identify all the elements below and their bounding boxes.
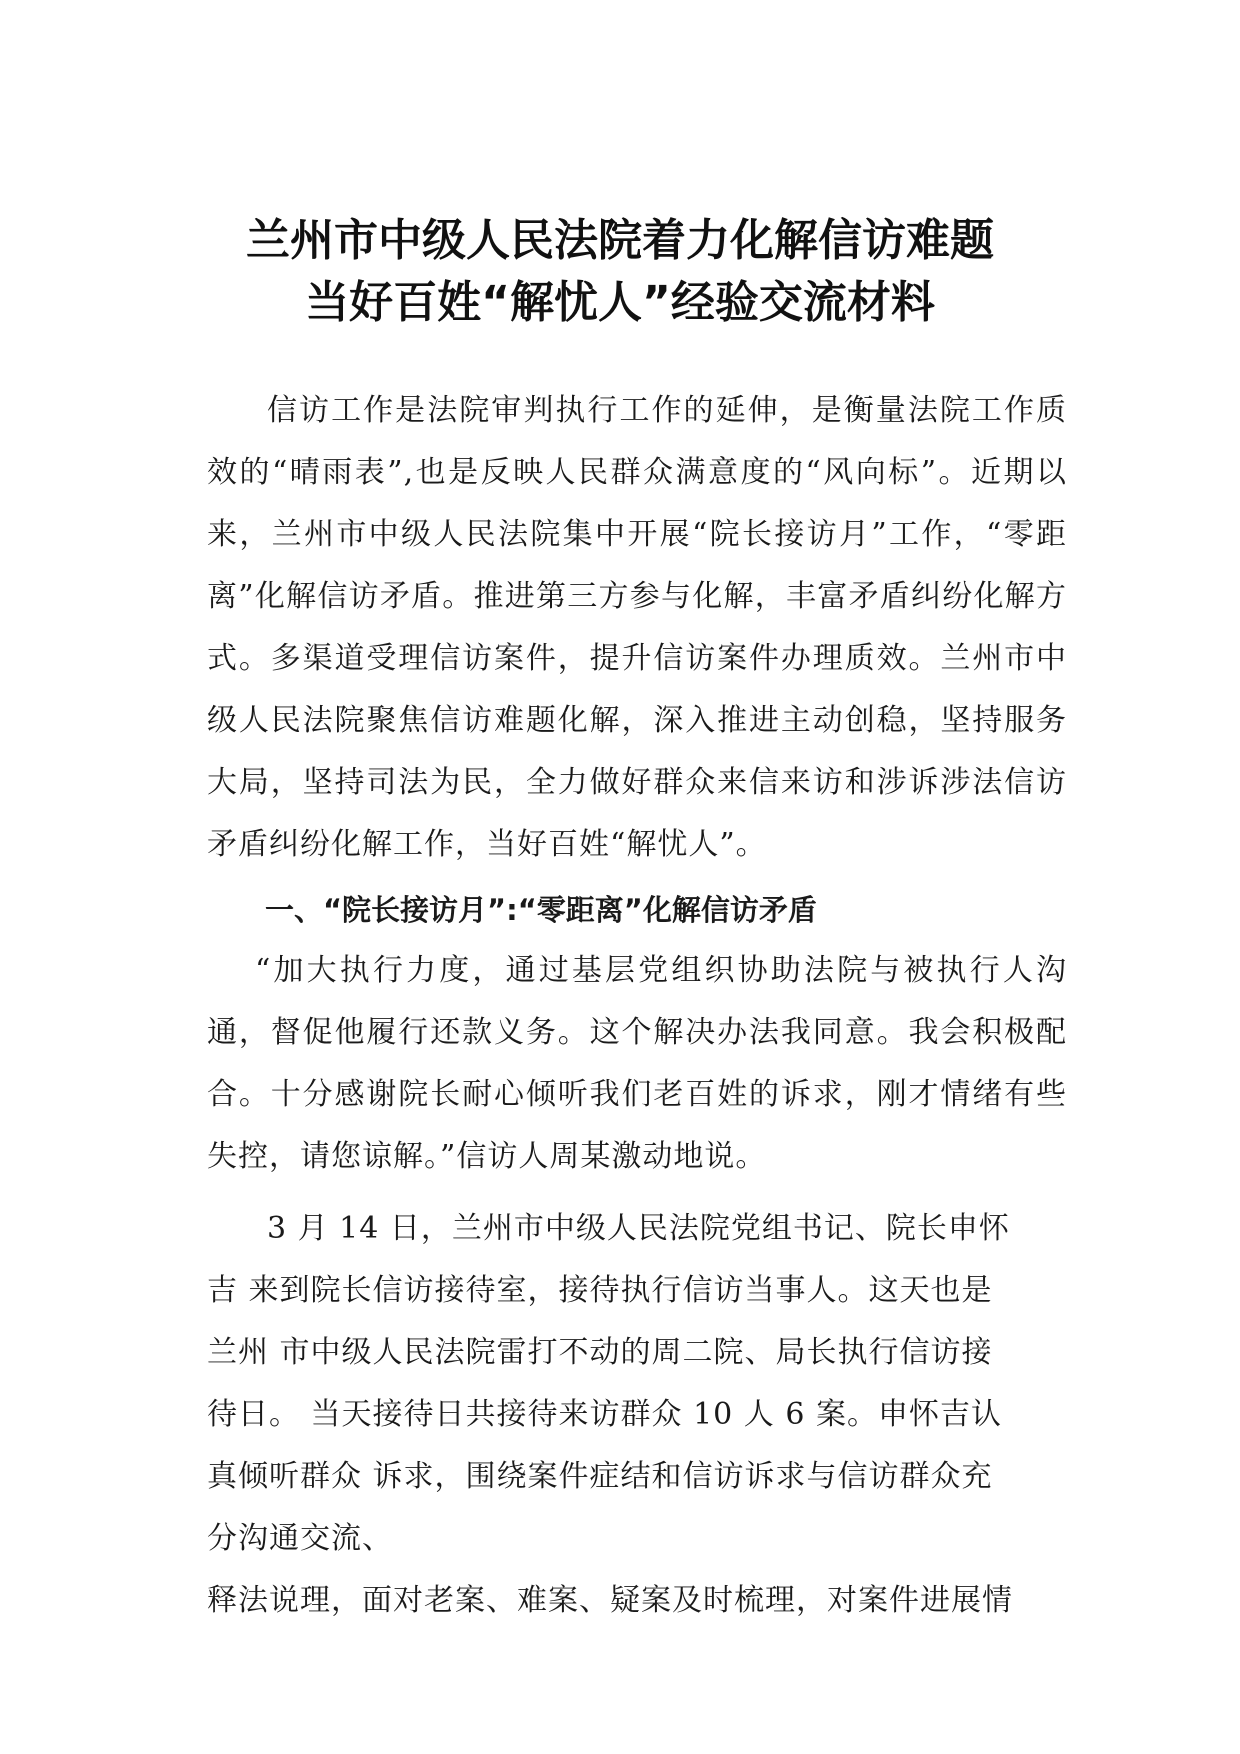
event-paragraph-line: 吉 来到院长信访接待室，接待执行信访当事人。这天也是 <box>207 1273 993 1308</box>
document-body <box>207 380 1067 1632</box>
event-paragraph-line: 待日。 当天接待日共接待来访群众 10 人 6 案。申怀吉认 <box>207 1397 1002 1432</box>
event-paragraph-line: 真倾听群众 诉求，围绕案件症结和信访诉求与信访群众充 <box>207 1459 993 1494</box>
event-paragraph-line: 3 月 14 日，兰州市中级人民法院党组书记、院长申怀 <box>267 1211 1010 1246</box>
event-paragraph-line: 分沟通交流、 <box>207 1521 393 1556</box>
title-line-1: 兰州市中级人民法院着力化解信访难题 <box>246 215 994 266</box>
event-paragraph <box>207 1198 1067 1632</box>
quote-paragraph: “加大执行力度，通过基层党组织协助法院与被执行人沟通，督促他履行还款义务。这个解决办法我同意。我会积极配合。十分感谢院长耐心倾听我们老百姓的诉求，刚才情绪有些失控，请您谅解。”信访人周某激动地说。 <box>207 953 1067 1174</box>
document-title <box>0 210 1240 334</box>
title-line-2: 当好百姓“解忧人”经验交流材料 <box>305 277 935 328</box>
event-paragraph-line: 兰州 市中级人民法院雷打不动的周二院、局长执行信访接 <box>207 1335 993 1370</box>
intro-paragraph: 信访工作是法院审判执行工作的延伸，是衡量法院工作质效的“晴雨表”,也是反映人民群众满意度的“风向标”。近期以来，兰州市中级人民法院集中开展“院长接访月”工作，“零距离”化解信访矛盾。推进第三方参与化解，丰富矛盾纠纷化解方式。多渠道受理信访案件，提升信访案件办理质效。兰州市中级人民法院聚焦信访难题化解，深入推进主动创稳，坚持服务大局，坚持司法为民，全力做好群众来信来访和涉诉涉法信访矛盾纠纷化解工作，当好百姓“解忧人”。 <box>207 393 1067 862</box>
section-heading-1: 一、“院长接访月”:“零距离”化解信访矛盾 <box>265 893 817 927</box>
event-paragraph-line: 释法说理，面对老案、难案、疑案及时梳理，对案件进展情 <box>207 1583 1013 1618</box>
